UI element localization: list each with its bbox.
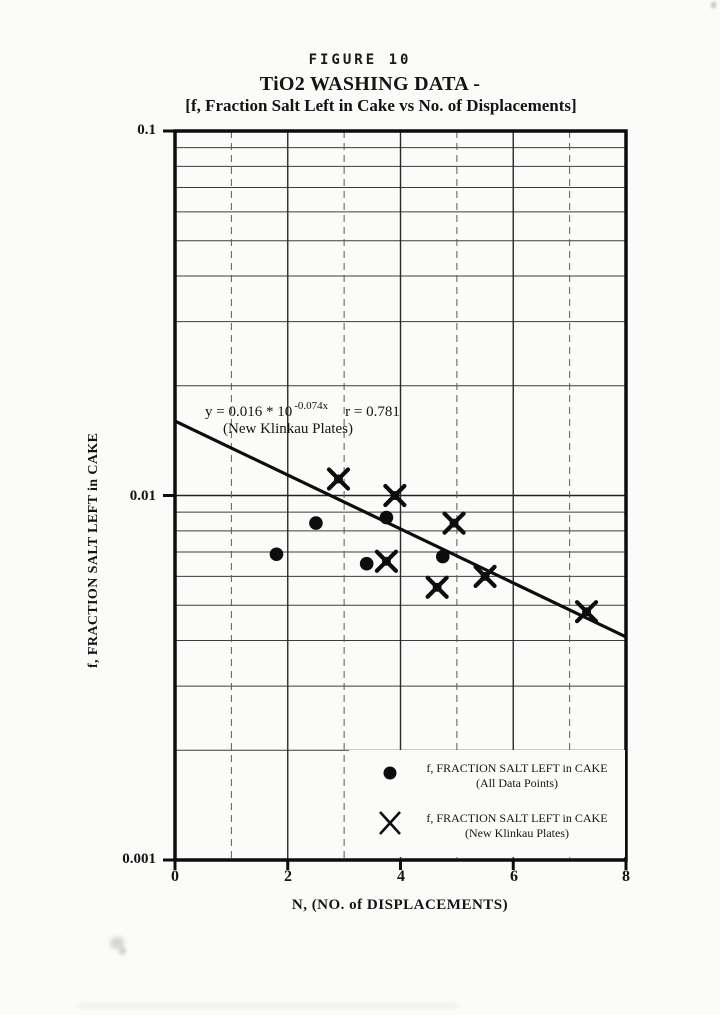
figure-label: FIGURE 10: [308, 52, 412, 68]
dot-marker-icon: [375, 758, 405, 788]
y-axis-title: f, FRACTION SALT LEFT in CAKE: [86, 432, 101, 668]
x-tick-label: 6: [510, 868, 518, 885]
x-tick-label: 4: [397, 868, 405, 885]
y-tick-label: 0.01: [129, 488, 156, 504]
x-axis-title: N, (NO. of DISPLACEMENTS): [291, 897, 509, 913]
x-tick-label: 8: [622, 868, 630, 885]
equation-prefix: y = 0.016 * 10: [205, 404, 293, 420]
equation-note: (New Klinkau Plates): [223, 421, 353, 437]
legend-sublabel: (New Klinkau Plates): [465, 826, 569, 840]
equation-r-value: r = 0.781: [345, 404, 400, 420]
legend-label: f, FRACTION SALT LEFT in CAKE: [426, 761, 608, 775]
legend: [349, 750, 625, 857]
scan-streak: [78, 1004, 458, 1008]
chart-subtitle: [f, Fraction Salt Left in Cake vs No. of Displacements]: [185, 96, 577, 115]
x-tick-label: 0: [171, 868, 179, 885]
scan-smudge: [119, 947, 126, 955]
fit-equation: [205, 401, 400, 438]
y-tick-label: 0.001: [122, 851, 156, 867]
scan-speck: [711, 2, 716, 8]
x-marker-icon: [375, 808, 405, 838]
legend-sublabel: (All Data Points): [476, 776, 558, 790]
chart-title: TiO2 WASHING DATA -: [259, 73, 481, 95]
x-tick-label: 2: [284, 868, 292, 885]
legend-label: f, FRACTION SALT LEFT in CAKE: [426, 811, 608, 825]
equation-exponent: -0.074x: [294, 400, 329, 412]
y-tick-label: 0.1: [137, 122, 156, 138]
